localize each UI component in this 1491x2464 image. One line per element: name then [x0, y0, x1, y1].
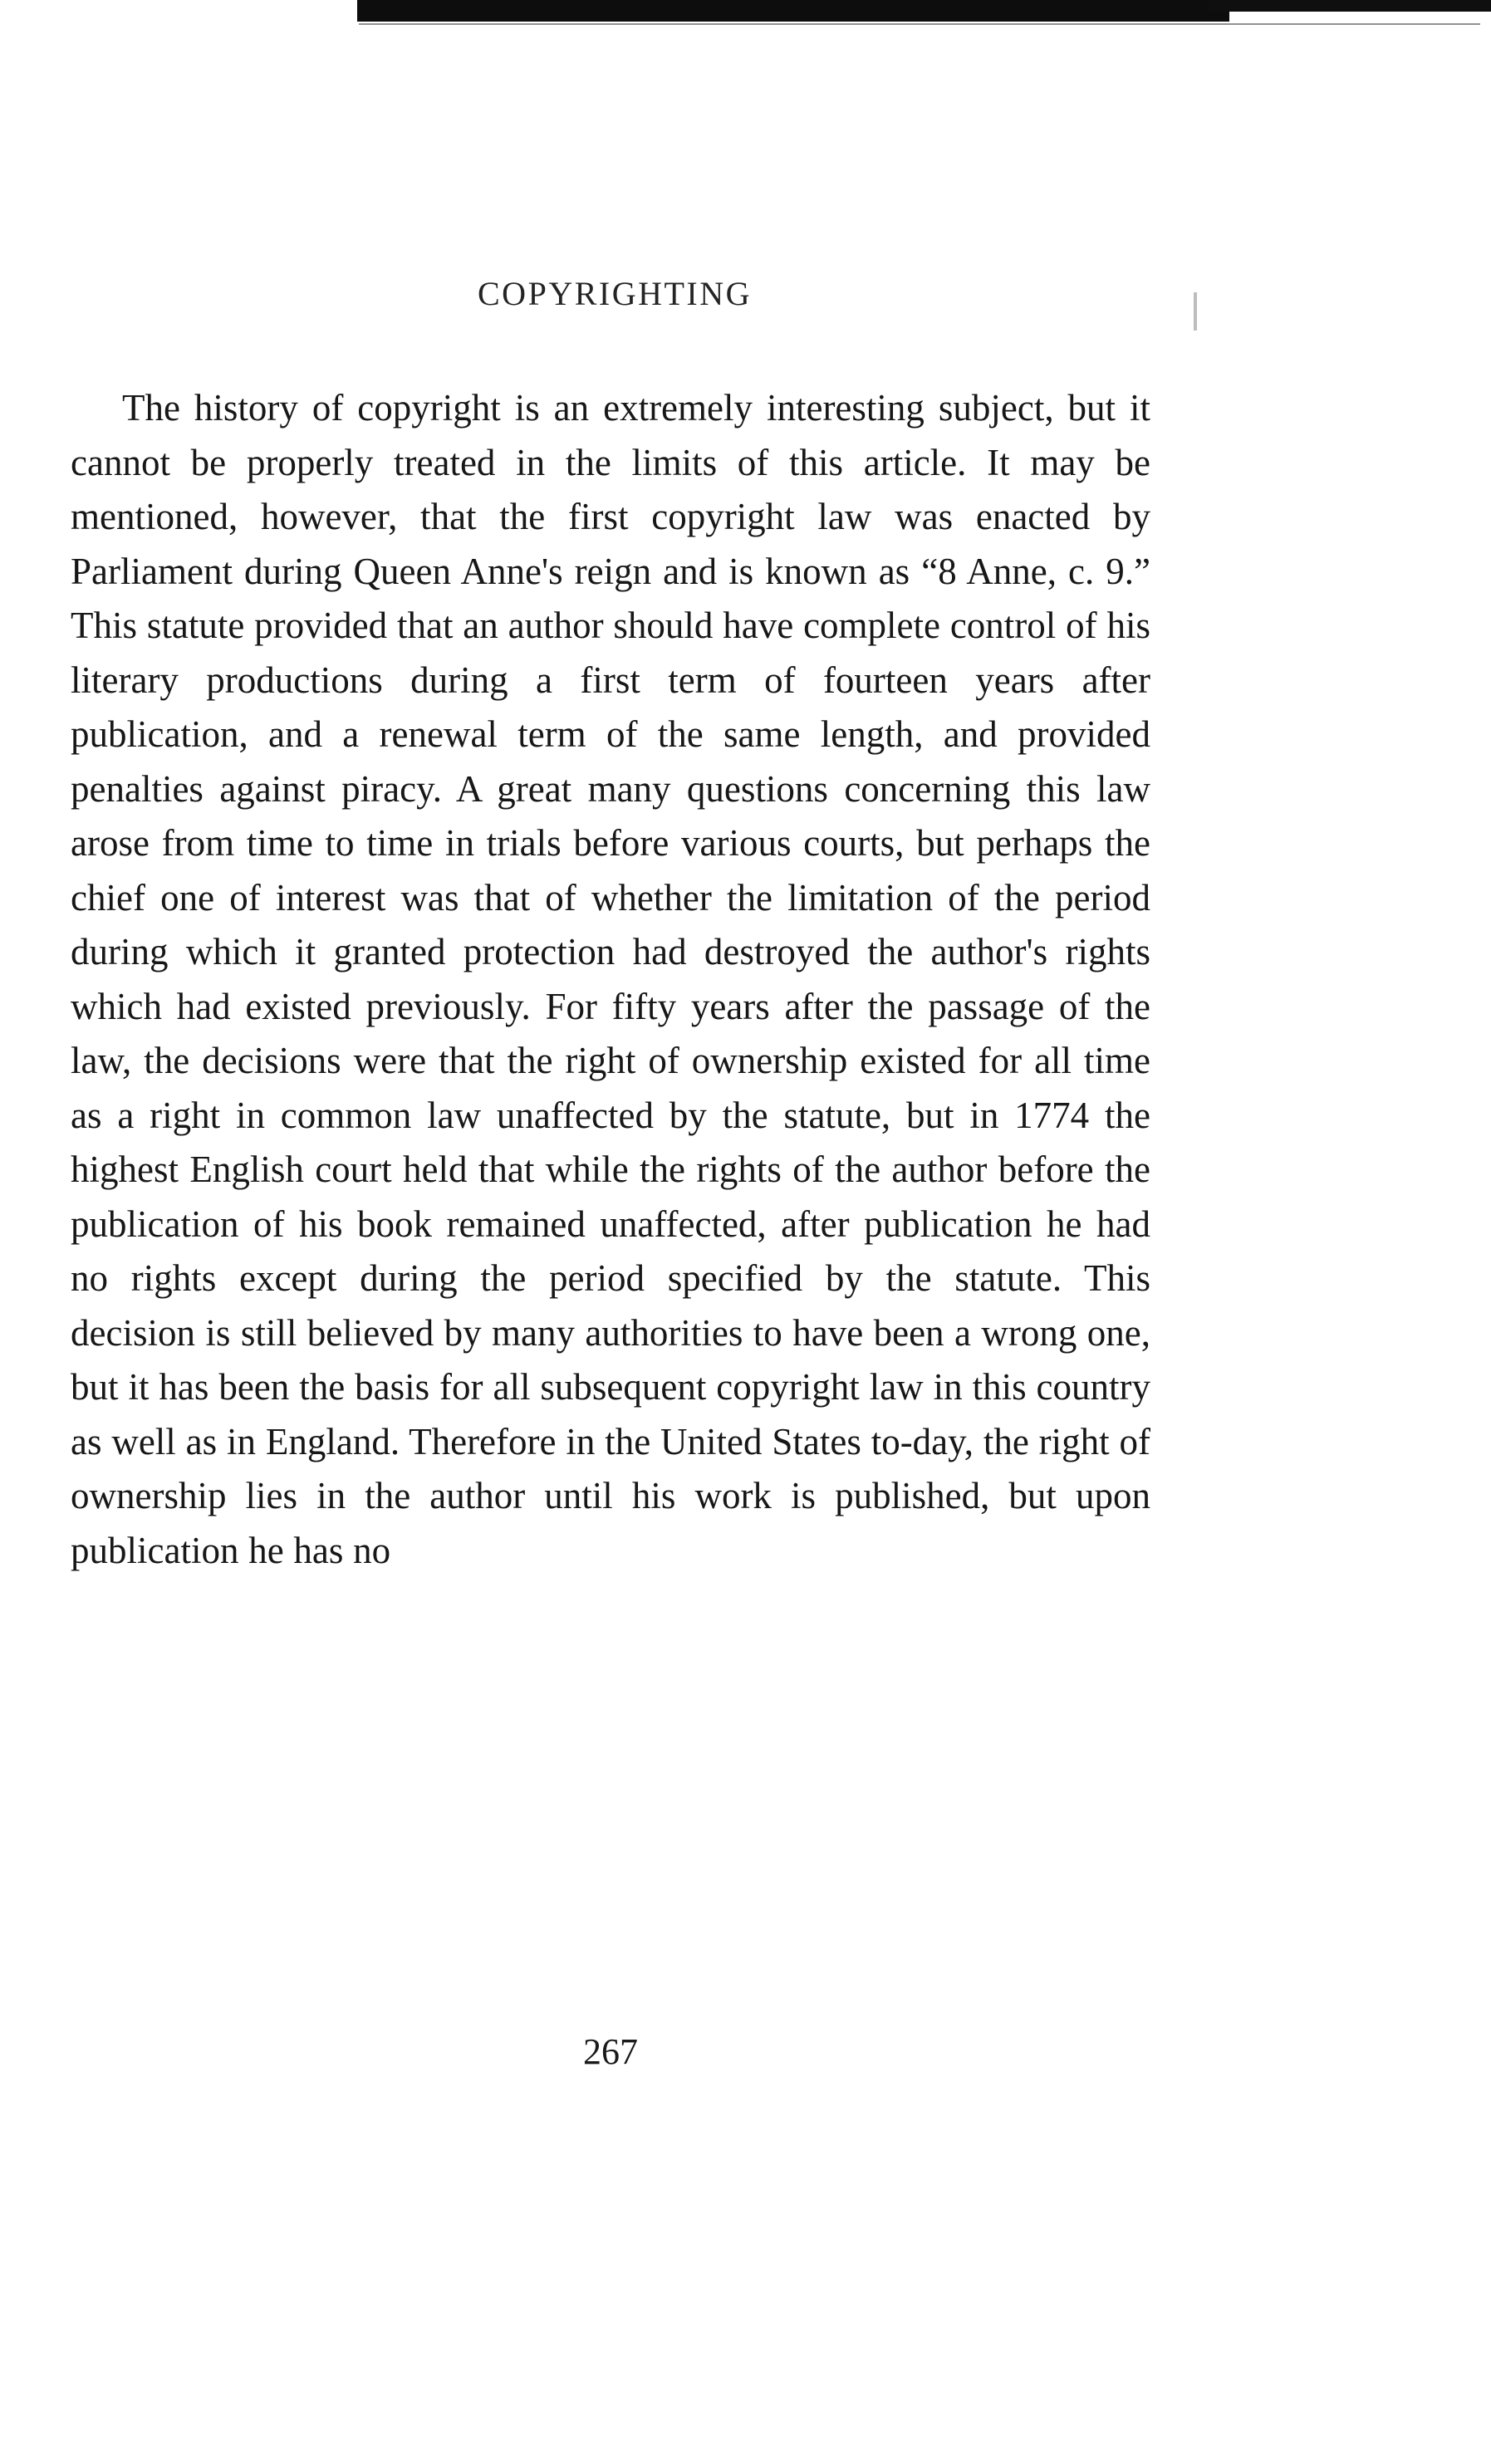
margin-speck-artifact	[1194, 292, 1197, 331]
body-paragraph-text: The history of copyright is an extremely interesting subject, but it cannot be properly treated in the limits of this article. It may be mentioned, however, that the first copyright law was enacted by Parliament during Queen Anne's reign and is known as “8 Anne, c. 9.” This statute provided that an author should have complete control of his literary productions during a first term of fourteen years after publication, and a renewal term of the same length, and provided penalties against piracy. A great many questions concerning this law arose from time to time in trials before various courts, but perhaps the chief one of interest was that of whether the limitation of the period during which it granted protection had destroyed the author's rights which had existed previously. For fifty years after the passage of the law, the decisions were that the right of ownership existed for all time as a right in common law unaffected by the statute, but in 1774 the highest English court held that while the rights of the author before the publication of his book remained unaffected, after publication he had no rights except during the period specified by the statute. This decision is still believed by many authorities to have been a wrong one, but it has been the basis for all subsequent copyright law in this country as well as in England. Therefore in the United States to-day, the right of ownership lies in the author until his work is published, but upon publication he has no	[71, 387, 1150, 1571]
scan-edge-artifact	[357, 0, 1229, 22]
scan-hairline-artifact	[359, 23, 1480, 25]
body-paragraph	[71, 381, 1150, 1578]
page-content	[71, 274, 1150, 1578]
page-number: 267	[583, 2031, 638, 2072]
scan-edge-artifact-right	[1209, 0, 1491, 12]
running-head: COPYRIGHTING	[478, 275, 752, 312]
